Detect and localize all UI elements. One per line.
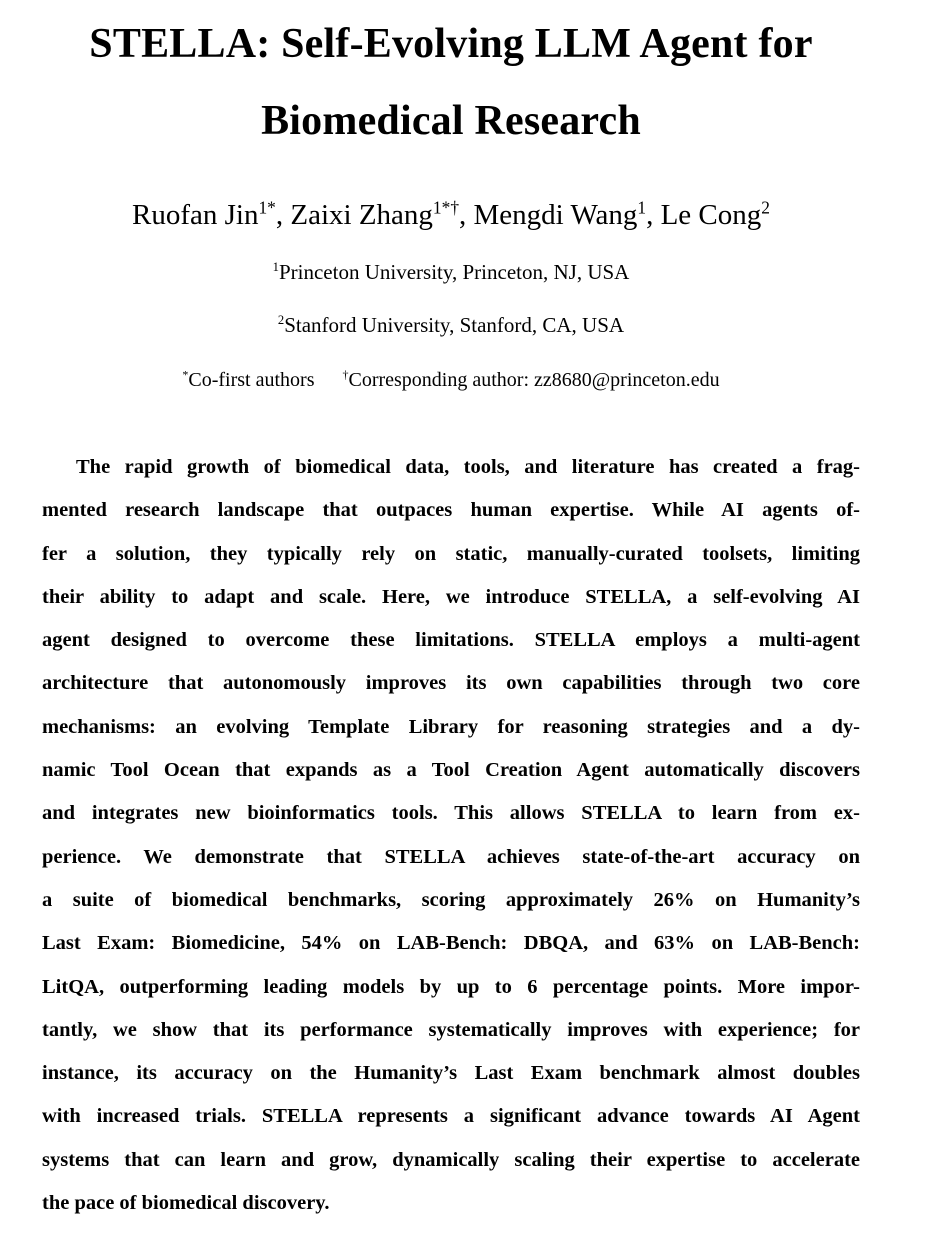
abstract <box>42 446 860 1225</box>
author-superscript: 1* <box>258 197 276 218</box>
cofirst-note-text: Co-first authors <box>188 369 315 391</box>
abstract-line: a suite of biomedical benchmarks, scoring approximately 26% on Humanity’s <box>42 888 860 911</box>
authors-line <box>42 198 860 232</box>
title-line-1: STELLA: Self-Evolving LLM Agent for <box>89 21 813 67</box>
paper-title <box>42 6 860 160</box>
author-2 <box>290 199 466 231</box>
author-name: Zaixi Zhang <box>290 199 433 231</box>
abstract-line: LitQA, outperforming leading models by up to 6 percentage points. More impor- <box>42 975 860 998</box>
title-line-2: Biomedical Research <box>261 98 641 144</box>
author-4 <box>661 199 770 231</box>
affiliation-2 <box>42 313 860 338</box>
asterisk-superscript: * <box>182 367 189 382</box>
abstract-line: fer a solution, they typically rely on static, manually-curated toolsets, limiting <box>42 542 860 565</box>
paper-content <box>42 6 860 1225</box>
corresponding-note <box>342 369 719 391</box>
abstract-line: their ability to adapt and scale. Here, we introduce STELLA, a self-evolving AI <box>42 585 860 608</box>
author-name: Le Cong <box>660 199 762 231</box>
cofirst-note <box>182 369 314 391</box>
abstract-line: the pace of biomedical discovery. <box>42 1192 330 1215</box>
abstract-line: with increased trials. STELLA represents a significant advance towards AI Agent <box>42 1105 860 1128</box>
corresponding-note-text: Corresponding author: zz8680@princeton.edu <box>348 369 720 391</box>
abstract-line: tantly, we show that its performance systematically improves with experience; for <box>42 1018 860 1041</box>
dagger-superscript: † <box>342 367 349 382</box>
author-name: Mengdi Wang <box>473 199 638 231</box>
abstract-line: mechanisms: an evolving Template Library for reasoning strategies and a dy- <box>42 715 860 738</box>
affiliation-superscript: 1 <box>272 260 279 274</box>
author-separator: , <box>275 199 284 231</box>
author-separator: , <box>646 199 654 231</box>
affiliation-1 <box>42 260 860 285</box>
abstract-line: Last Exam: Biomedicine, 54% on LAB-Bench: DBQA, and 63% on LAB-Bench: <box>42 932 860 955</box>
author-superscript: 1 <box>637 197 647 218</box>
affiliation-text: Stanford University, Stanford, CA, USA <box>284 313 625 337</box>
author-name: Ruofan Jin <box>132 199 259 231</box>
abstract-line: systems that can learn and grow, dynamically scaling their expertise to accelerate <box>42 1148 860 1171</box>
abstract-line: architecture that autonomously improves its own capabilities through two core <box>42 672 860 695</box>
footnote-line <box>42 368 860 392</box>
author-superscript: 2 <box>761 197 770 218</box>
abstract-line: agent designed to overcome these limitations. STELLA employs a multi-agent <box>42 629 860 652</box>
affiliation-text: Princeton University, Princeton, NJ, USA <box>278 260 630 284</box>
abstract-line: instance, its accuracy on the Humanity’s Last Exam benchmark almost doubles <box>42 1062 860 1085</box>
abstract-line: perience. We demonstrate that STELLA achieves state-of-the-art accuracy on <box>42 845 860 868</box>
abstract-line: mented research landscape that outpaces human expertise. While AI agents of- <box>42 499 860 522</box>
author-separator: , <box>459 199 467 231</box>
abstract-line: The rapid growth of biomedical data, tools, and literature has created a frag- <box>76 456 860 478</box>
abstract-line: namic Tool Ocean that expands as a Tool Creation Agent automatically discovers <box>42 759 860 782</box>
abstract-line: and integrates new bioinformatics tools. This allows STELLA to learn from ex- <box>42 802 860 825</box>
affiliation-superscript: 2 <box>277 313 285 327</box>
author-3 <box>474 199 654 231</box>
author-superscript: 1*† <box>432 197 460 218</box>
author-1 <box>132 199 283 231</box>
